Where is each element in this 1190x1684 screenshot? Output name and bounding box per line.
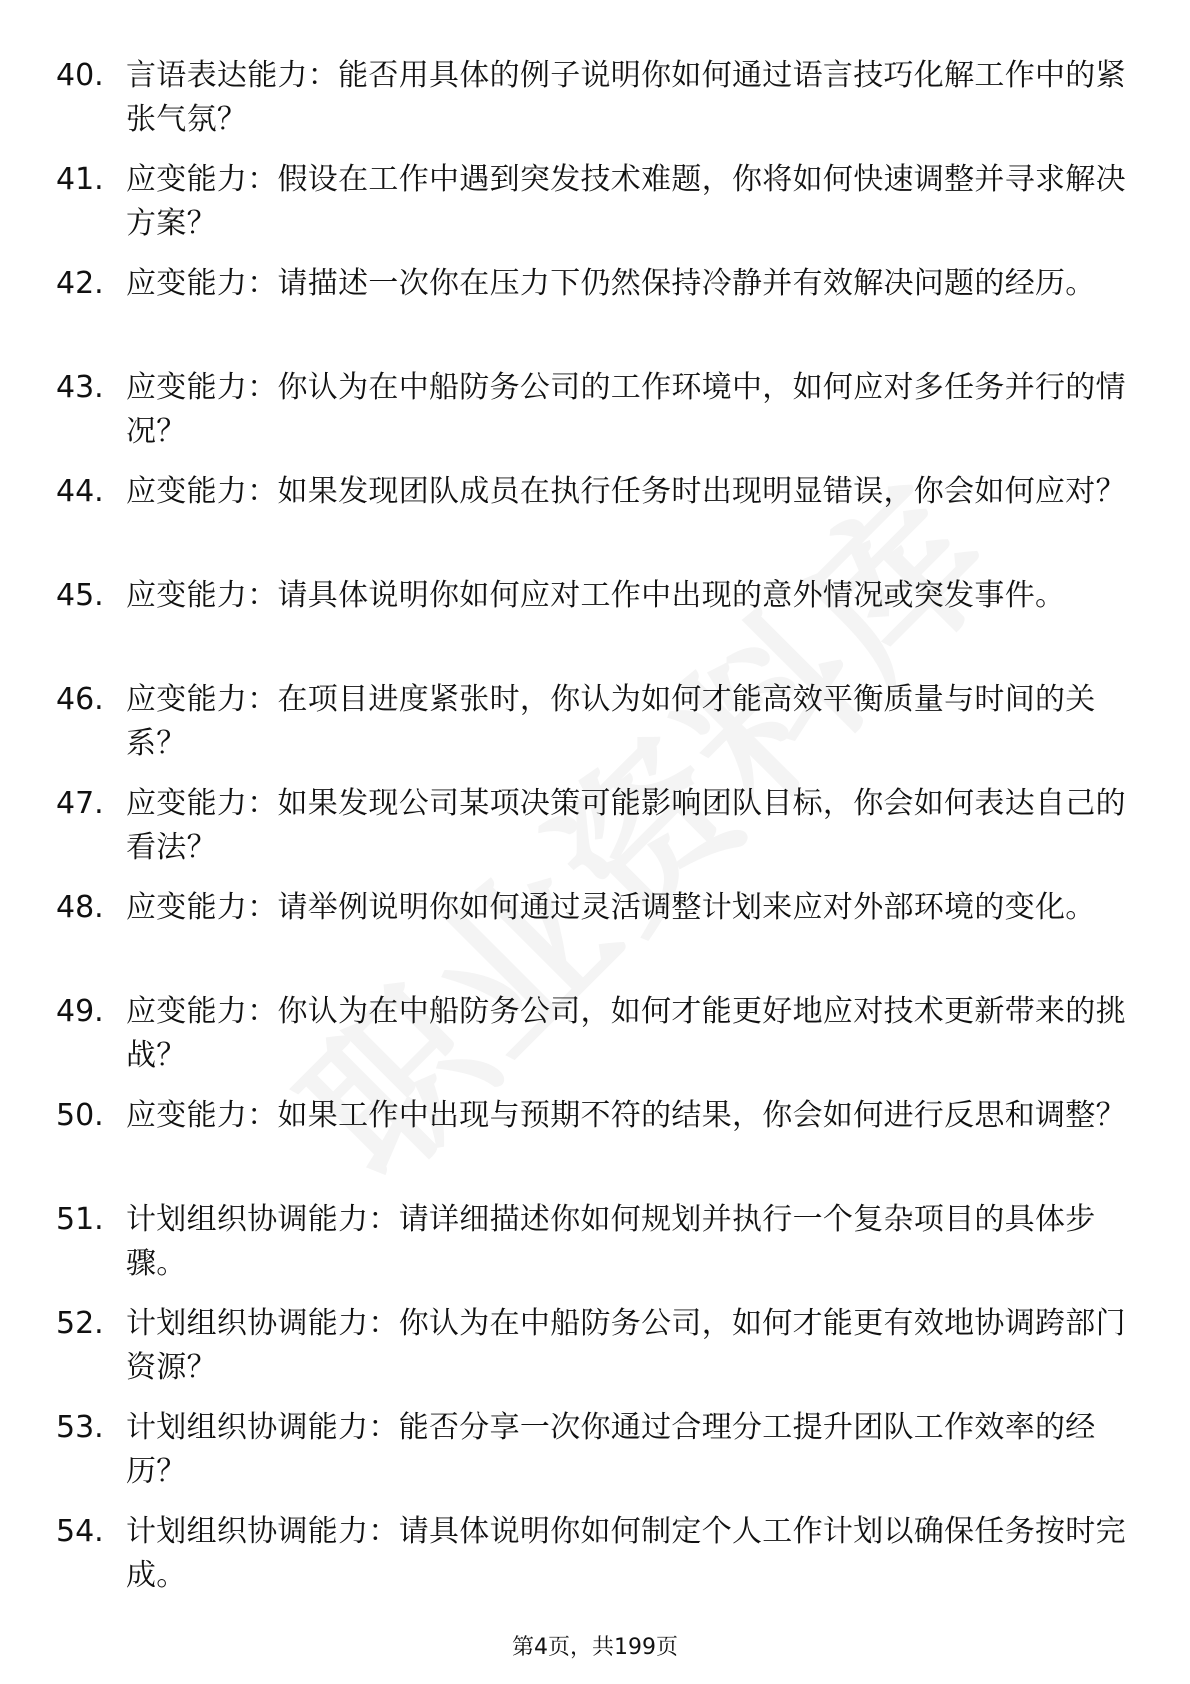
question-number: 48.	[56, 890, 104, 925]
question-item	[0, 1198, 1190, 1302]
question-text: 计划组织协调能力：请详细描述你如何规划并执行一个复杂项目的具体步骤。	[126, 1202, 1096, 1281]
question-text: 应变能力：请举例说明你如何通过灵活调整计划来应对外部环境的变化。	[126, 890, 1096, 925]
question-number: 53.	[56, 1410, 104, 1445]
question-number: 44.	[56, 474, 104, 509]
question-number: 51.	[56, 1202, 104, 1237]
question-text: 应变能力：在项目进度紧张时，你认为如何才能高效平衡质量与时间的关系？	[126, 682, 1096, 761]
page-footer	[0, 1634, 1190, 1662]
question-number: 43.	[56, 370, 104, 405]
question-text: 应变能力：如果发现公司某项决策可能影响团队目标，你会如何表达自己的看法？	[126, 786, 1126, 865]
question-item	[0, 470, 1190, 574]
question-text: 应变能力：你认为在中船防务公司的工作环境中，如何应对多任务并行的情况？	[126, 370, 1126, 449]
question-text: 应变能力：请具体说明你如何应对工作中出现的意外情况或突发事件。	[126, 578, 1066, 613]
question-text: 计划组织协调能力：请具体说明你如何制定个人工作计划以确保任务按时完成。	[126, 1514, 1126, 1593]
question-item	[0, 782, 1190, 886]
question-item	[0, 574, 1190, 678]
question-item	[0, 678, 1190, 782]
question-item	[0, 886, 1190, 990]
question-item	[0, 54, 1190, 158]
question-item	[0, 158, 1190, 262]
question-number: 42.	[56, 266, 104, 301]
question-item	[0, 262, 1190, 366]
question-list	[0, 54, 1190, 1614]
page-number-label: 第4页，共199页	[512, 1635, 678, 1660]
question-number: 45.	[56, 578, 104, 613]
question-text: 言语表达能力：能否用具体的例子说明你如何通过语言技巧化解工作中的紧张气氛？	[126, 58, 1126, 137]
question-number: 49.	[56, 994, 104, 1029]
question-text: 应变能力：假设在工作中遇到突发技术难题，你将如何快速调整并寻求解决方案？	[126, 162, 1126, 241]
question-item	[0, 1406, 1190, 1510]
question-text: 应变能力：如果发现团队成员在执行任务时出现明显错误，你会如何应对？	[126, 474, 1126, 509]
question-text: 计划组织协调能力：你认为在中船防务公司，如何才能更有效地协调跨部门资源？	[126, 1306, 1126, 1385]
question-number: 52.	[56, 1306, 104, 1341]
question-item	[0, 990, 1190, 1094]
question-text: 计划组织协调能力：能否分享一次你通过合理分工提升团队工作效率的经历？	[126, 1410, 1096, 1489]
question-number: 47.	[56, 786, 104, 821]
question-item	[0, 1094, 1190, 1198]
question-number: 40.	[56, 58, 104, 93]
question-item	[0, 366, 1190, 470]
question-item	[0, 1510, 1190, 1614]
question-text: 应变能力：如果工作中出现与预期不符的结果，你会如何进行反思和调整？	[126, 1098, 1126, 1133]
question-text: 应变能力：你认为在中船防务公司，如何才能更好地应对技术更新带来的挑战？	[126, 994, 1126, 1073]
question-number: 41.	[56, 162, 104, 197]
question-number: 46.	[56, 682, 104, 717]
question-text: 应变能力：请描述一次你在压力下仍然保持冷静并有效解决问题的经历。	[126, 266, 1096, 301]
question-item	[0, 1302, 1190, 1406]
question-number: 50.	[56, 1098, 104, 1133]
question-number: 54.	[56, 1514, 104, 1549]
